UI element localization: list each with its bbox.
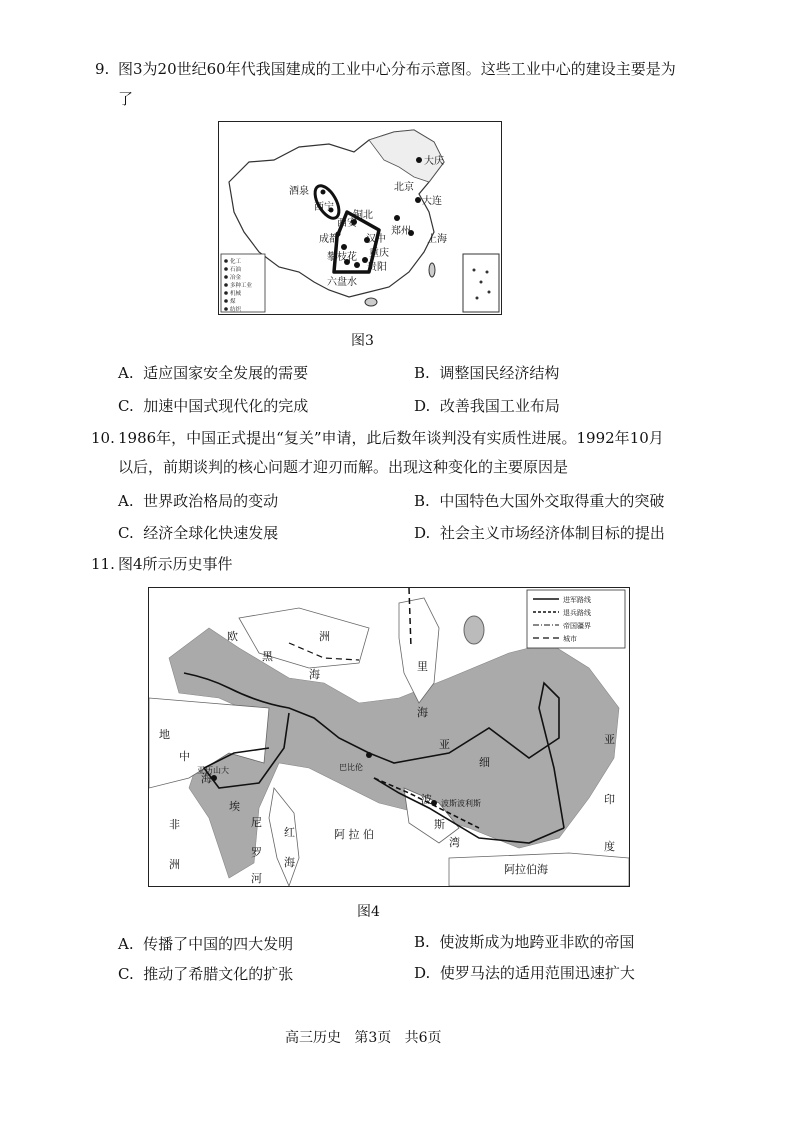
q10-option-c[interactable]: [118, 522, 278, 543]
legend-textile: 纺织: [230, 307, 242, 313]
label-chengdu: 成都: [319, 234, 339, 245]
label-zhou2: 洲: [169, 858, 180, 871]
q9-number: 9.: [95, 60, 110, 78]
option-letter: C.: [118, 965, 134, 983]
label-alabohai: 阿拉伯海: [504, 863, 548, 876]
option-text: 中国特色大国外交取得重大的突破: [439, 492, 665, 510]
label-shanghai: 上海: [427, 234, 447, 245]
label-hai4: 海: [284, 856, 295, 869]
label-luo: 罗: [251, 846, 262, 859]
option-letter: B.: [414, 364, 430, 382]
label-di: 地: [159, 728, 170, 741]
label-hai3: 海: [201, 772, 212, 785]
figure-4-caption: 图4: [357, 904, 380, 920]
label-xining: 西宁: [314, 202, 334, 213]
label-ji: 埃: [229, 800, 240, 813]
q10-option-b[interactable]: [414, 490, 664, 511]
label-hai2: 海: [417, 706, 428, 719]
label-liupanshui: 六盘水: [327, 277, 357, 288]
q11-option-d[interactable]: [414, 962, 635, 983]
figure-4-map: [148, 587, 630, 887]
label-yazhou: 亚: [604, 733, 615, 746]
legend-multi-industry: 多种工业: [230, 283, 253, 289]
q11-option-c[interactable]: [118, 963, 293, 984]
q11-number: 11.: [91, 555, 115, 573]
label-dalian: 大连: [422, 196, 442, 207]
option-letter: C.: [118, 397, 134, 415]
label-daqing: 大庆: [424, 156, 444, 167]
option-text: 社会主义市场经济体制目标的提出: [439, 524, 665, 542]
label-hanzhong: 汉中: [366, 234, 386, 245]
q9-option-c[interactable]: [118, 395, 308, 416]
q9-option-a[interactable]: [118, 362, 308, 383]
legend-petroleum: 石油: [230, 267, 242, 273]
label-hai1: 海: [309, 668, 320, 681]
taiwan-island: [429, 263, 435, 277]
label-zhong: 中: [179, 750, 190, 763]
label-yin: 印: [604, 793, 615, 806]
legend-metallurgy: 冶金: [230, 275, 242, 281]
option-text: 推动了希腊文化的扩张: [143, 965, 294, 983]
option-letter: B.: [414, 933, 430, 951]
label-wan: 湾: [449, 836, 460, 849]
label-xi: 细: [479, 756, 490, 769]
legend-advance: 进军路线: [563, 596, 591, 604]
label-alabo: 阿 拉 伯: [334, 828, 374, 841]
q9-option-b[interactable]: [414, 362, 559, 383]
label-xian: 西安: [337, 218, 357, 229]
q11-stem: 图4所示历史事件: [118, 555, 233, 573]
label-ya: 亚: [439, 738, 450, 751]
label-persepolis: 波斯波利斯: [441, 799, 481, 808]
label-niluo: 尼: [251, 816, 262, 829]
city-babylon: [366, 752, 372, 758]
label-he: 河: [251, 872, 262, 885]
label-fei: 非: [169, 818, 180, 831]
q10-stem-line1: 1986年，中国正式提出“复关”申请，此后数年谈判没有实质性进展。1992年10月: [118, 429, 664, 447]
legend-machinery: 机械: [230, 291, 242, 297]
option-letter: A.: [118, 364, 134, 382]
label-chongqing: 重庆: [369, 248, 389, 259]
legend-coal: 煤: [230, 299, 236, 305]
label-zhengzhou: 郑州: [391, 226, 411, 237]
legend-retreat: 退兵路线: [563, 609, 591, 617]
q9-option-d[interactable]: [414, 395, 560, 416]
option-letter: B.: [414, 492, 430, 510]
figure-3-map: [218, 121, 502, 315]
label-siwan: 斯: [434, 818, 445, 831]
option-text: 改善我国工业布局: [439, 397, 560, 415]
label-hei: 黑: [262, 650, 273, 663]
hainan-island: [365, 298, 377, 306]
legend-city: 城市: [563, 635, 577, 643]
label-babylon: 巴比伦: [339, 763, 363, 772]
label-panzhihua: 攀枝花: [327, 252, 357, 263]
label-ou: 欧: [227, 630, 238, 643]
q9-stem-line2: 了: [118, 90, 134, 108]
legend-border: 帝国疆界: [563, 622, 591, 630]
option-text: 加速中国式现代化的完成: [143, 397, 309, 415]
label-alexandria: 亚历山大: [197, 766, 229, 775]
option-text: 经济全球化快速发展: [143, 524, 279, 542]
figure-3-caption: 图3: [351, 333, 374, 349]
q10-option-d[interactable]: [414, 522, 665, 543]
q10-number: 10.: [91, 429, 115, 447]
label-li: 里: [417, 660, 428, 673]
label-beijing: 北京: [394, 182, 414, 193]
aral-sea: [464, 616, 484, 644]
option-letter: A.: [118, 935, 134, 953]
label-guiyang: 贵阳: [367, 262, 387, 273]
page-footer: 高三历史 第3页 共6页: [285, 1030, 442, 1046]
q10-stem-line2: 以后，前期谈判的核心问题才迎刃而解。出现这种变化的主要原因是: [118, 458, 569, 476]
q9-stem-line1: 图3为20世纪60年代我国建成的工业中心分布示意图。这些工业中心的建设主要是为: [118, 60, 676, 78]
option-text: 传播了中国的四大发明: [143, 935, 294, 953]
option-text: 使波斯成为地跨亚非欧的帝国: [439, 933, 635, 951]
label-zhou1: 洲: [319, 630, 330, 643]
label-jiuquan: 酒泉: [289, 186, 309, 197]
option-text: 调整国民经济结构: [439, 364, 560, 382]
option-text: 适应国家安全发展的需要: [143, 364, 309, 382]
q11-option-a[interactable]: [118, 933, 293, 954]
q10-option-a[interactable]: [118, 490, 278, 511]
option-letter: D.: [414, 397, 431, 415]
q11-option-b[interactable]: [414, 931, 634, 952]
label-du: 度: [604, 840, 615, 853]
option-letter: A.: [118, 492, 134, 510]
label-bosi: 波: [421, 793, 432, 806]
option-letter: D.: [414, 524, 431, 542]
option-letter: D.: [414, 964, 431, 982]
option-letter: C.: [118, 524, 134, 542]
option-text: 世界政治格局的变动: [143, 492, 279, 510]
label-tongchuan: 铜北: [353, 210, 373, 221]
option-text: 使罗马法的适用范围迅速扩大: [439, 964, 635, 982]
label-hong: 红: [284, 826, 295, 839]
legend-chemical: 化工: [230, 259, 242, 265]
